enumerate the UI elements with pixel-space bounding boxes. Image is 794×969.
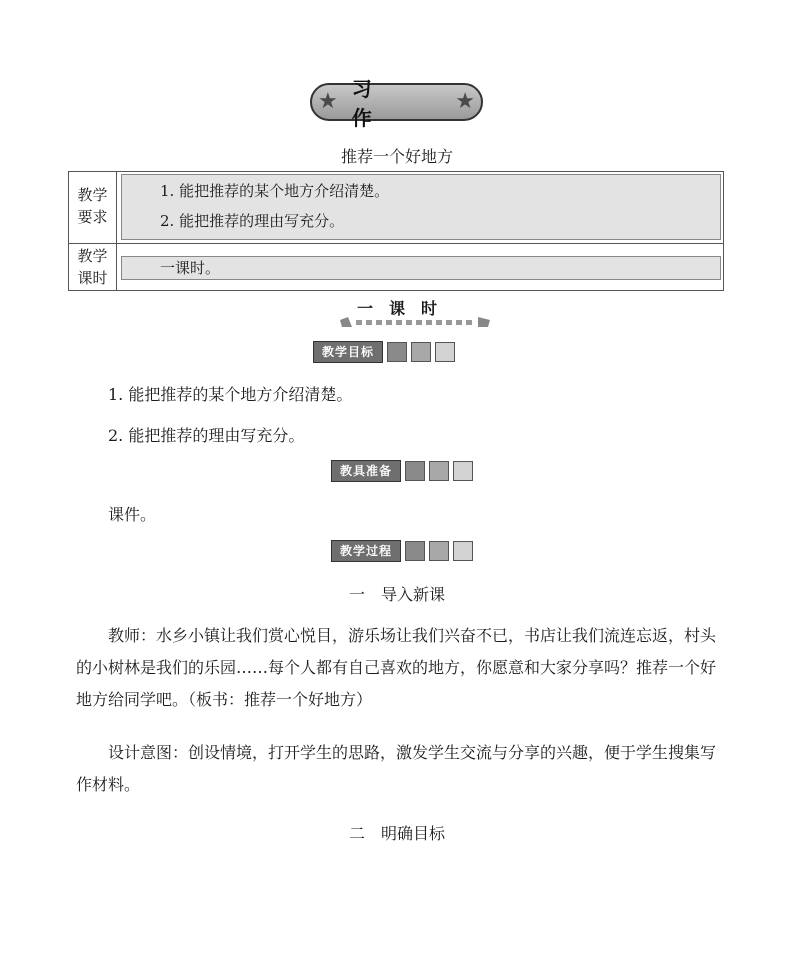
goal-item: 2. 能把推荐的理由写充分。	[108, 426, 305, 445]
label-line: 要求	[77, 208, 108, 226]
tag-square	[411, 342, 431, 362]
step-heading: 一 导入新课	[348, 585, 445, 604]
lesson-title: 一课时	[356, 299, 453, 318]
tag-square	[405, 541, 425, 561]
requirement-item: 2. 能把推荐的理由写充分。	[160, 212, 345, 230]
label-line: 教学	[77, 186, 108, 204]
step-heading: 二 明确目标	[348, 824, 445, 843]
tag-square	[453, 541, 473, 561]
star-icon: ★	[455, 89, 475, 114]
tag-square	[429, 461, 449, 481]
requirement-item: 1. 能把推荐的某个地方介绍清楚。	[160, 182, 390, 200]
hours-label	[69, 245, 117, 289]
tag-square	[453, 461, 473, 481]
paragraph: 教师：水乡小镇让我们赏心悦目，游乐场让我们兴奋不已，书店让我们流连忘返，村头的小树林是我们的乐园……每个人都有自己喜欢的地方，你愿意和大家分享吗？推荐一个好地方给同学吧。（板书：推荐一个好地方）	[76, 626, 717, 709]
section-banner	[310, 77, 483, 130]
tag-label: 教学目标	[313, 341, 383, 363]
tag-label: 教具准备	[331, 460, 401, 482]
tag-square	[435, 342, 455, 362]
section-tag-goals	[313, 341, 455, 363]
label-line: 教学	[77, 247, 108, 265]
requirements-content	[121, 174, 721, 240]
hours-value: 一课时。	[160, 259, 221, 277]
page-subtitle: 推荐一个好地方	[340, 147, 453, 166]
requirements-label	[69, 184, 117, 228]
tag-square	[429, 541, 449, 561]
goal-item: 1. 能把推荐的某个地方介绍清楚。	[108, 385, 353, 404]
tag-square	[387, 342, 407, 362]
tools-text: 课件。	[108, 505, 157, 524]
tag-label: 教学过程	[331, 540, 401, 562]
section-tag-tools	[331, 460, 473, 482]
requirements-table	[68, 171, 724, 291]
label-line: 课时	[77, 269, 108, 287]
dotted-divider	[340, 317, 490, 327]
section-tag-process	[331, 540, 473, 562]
tag-square	[405, 461, 425, 481]
star-icon: ★	[318, 89, 338, 114]
row-divider	[69, 243, 723, 244]
hours-content	[121, 256, 721, 280]
banner-title: 习 作	[351, 77, 452, 130]
paragraph: 设计意图：创设情境，打开学生的思路，激发学生交流与分享的兴趣，便于学生搜集写作材料。	[76, 743, 717, 794]
